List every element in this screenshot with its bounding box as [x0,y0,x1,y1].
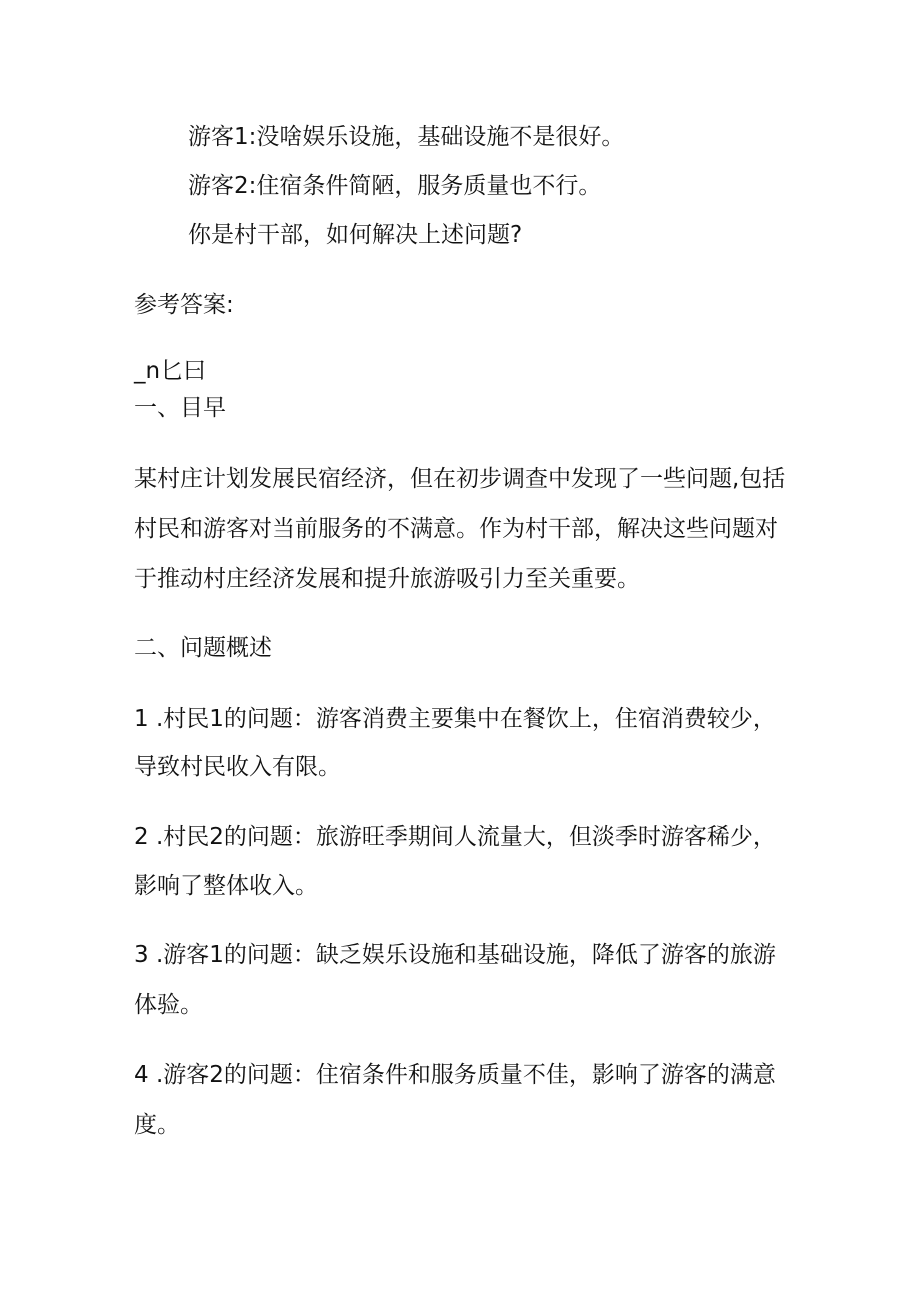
section2-heading: 二、问题概述 [134,635,272,661]
section1-paragraph-line: 村民和游客对当前服务的不满意。作为村干部，解决这些问题对 [134,516,778,542]
tourist1-comment: 游客1:没啥娱乐设施，基础设施不是很好。 [188,124,625,150]
problem-item-line: 影响了整体收入。 [134,873,318,899]
problem-item-line: 2 .村民2的问题：旅游旺季期间人流量大，但淡季时游客稀少， [134,824,776,850]
problem-item-line: 体验。 [134,992,203,1018]
problem-item-line: 1 .村民1的问题：游客消费主要集中在餐饮上，住宿消费较少， [134,706,776,732]
question-text: 你是村干部，如何解决上述问题? [188,222,523,248]
problem-item-line: 3 .游客1的问题：缺乏娱乐设施和基础设施，降低了游客的旅游 [134,942,776,968]
section1-paragraph-line: 某村庄计划发展民宿经济，但在初步调查中发现了一些问题,包括 [134,466,786,492]
tourist2-comment: 游客2:住宿条件简陋，服务质量也不行。 [188,173,602,199]
problem-item-line: 导致村民收入有限。 [134,754,341,780]
problem-item-line: 度。 [134,1112,180,1138]
section1-paragraph-line: 于推动村庄经济发展和提升旅游吸引力至关重要。 [134,566,640,592]
section1-heading: 一、目早 [134,395,226,421]
answer-label: 参考答案: [134,292,234,318]
ocr-artifact-text: _n匕曰 [134,358,207,384]
problem-item-line: 4 .游客2的问题：住宿条件和服务质量不佳，影响了游客的满意 [134,1062,776,1088]
